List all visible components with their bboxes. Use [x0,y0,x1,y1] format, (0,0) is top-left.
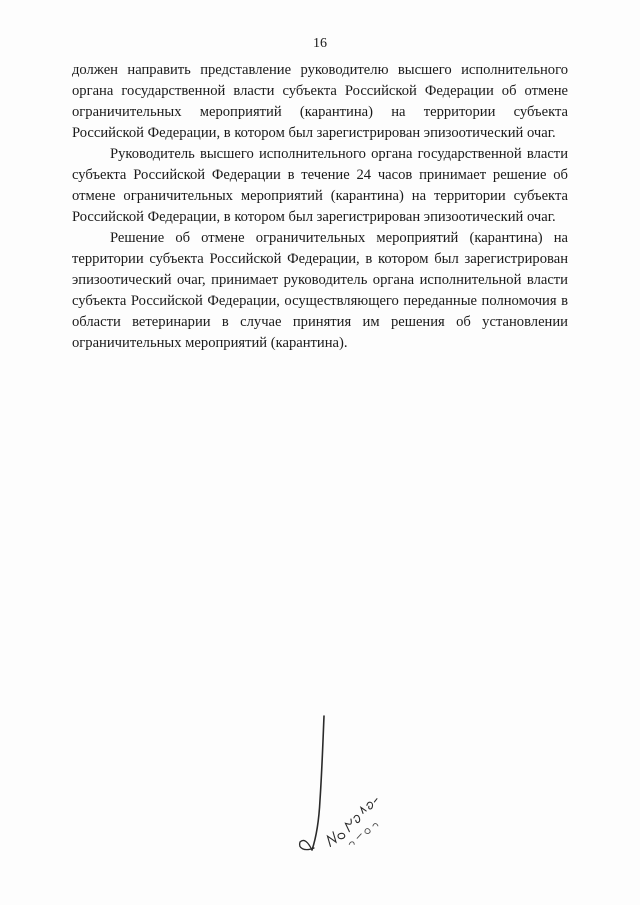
paragraph-continuation: должен направить представление руководителю высшего исполнительного органа государственной власти субъекта Российской Федерации об отмене ограничительных мероприятий (карантина) на территории субъекта Российской Федерации, в котором был зарегистрирован эпизоотический очаг. [72,62,568,141]
paragraph: Решение об отмене ограничительных мероприятий (карантина) на территории субъекта Российской Федерации, в котором был зарегистрирован эпизоотический очаг, принимает руководитель органа исполнительной власти субъекта Российской Федерации, осуществляющего переданные полномочия в области ветеринарии в случае принятия им решения об установлении ограничительных мероприятий (карантина). [72,230,568,351]
document-body [72,60,568,354]
handwritten-signature [290,710,400,870]
page-number: 16 [313,36,327,51]
paragraph: Руководитель высшего исполнительного органа государственной власти субъекта Российской Федерации в течение 24 часов принимает решение об отмене ограничительных мероприятий (карантина) на территории субъекта Российской Федерации, в котором был зарегистрирован эпизоотический очаг. [72,146,568,225]
